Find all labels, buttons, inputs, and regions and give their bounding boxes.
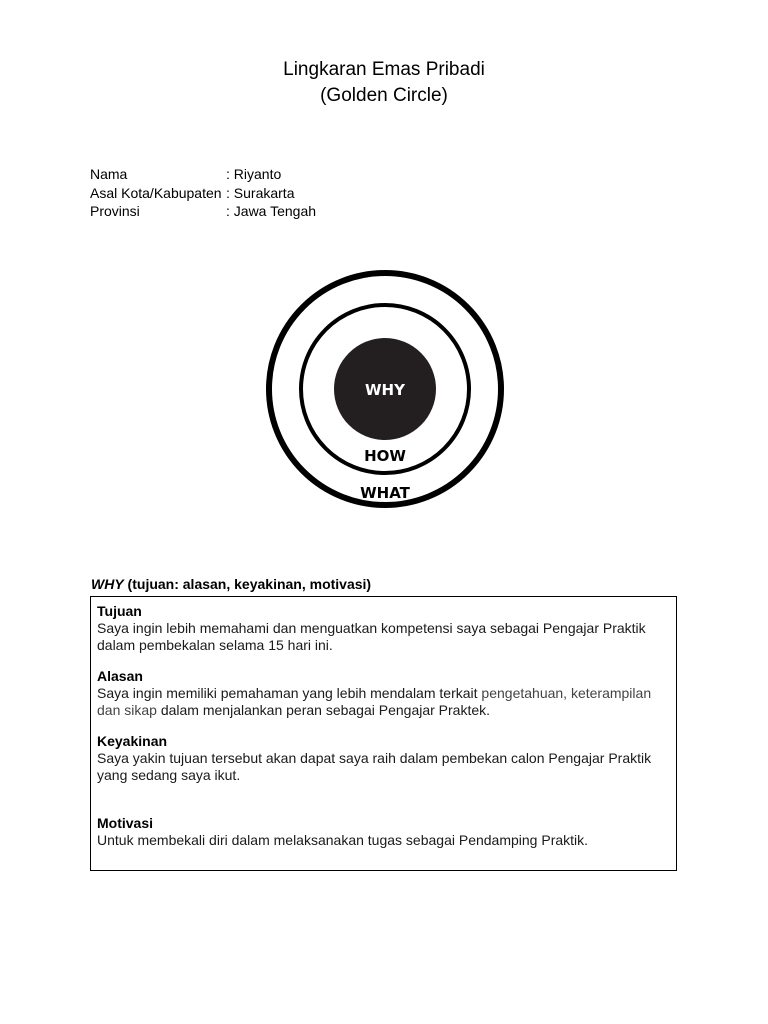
why-heading-description: (tujuan: alasan, keyakinan, motivasi) <box>123 576 372 592</box>
identity-value: : Jawa Tengah <box>226 203 317 219</box>
section-title: Tujuan <box>97 603 142 619</box>
why-section-heading <box>91 575 371 593</box>
body-text: dalam menjalankan peran sebagai Pengajar Praktek. <box>156 702 491 718</box>
section-body: Saya yakin tujuan tersebut akan dapat saya raih dalam pembekan calon Pengajar Praktik yang sedang saya ikut. <box>97 750 652 783</box>
golden-circle-svg <box>263 263 507 515</box>
identity-label: Asal Kota/Kabupaten <box>90 184 222 201</box>
document-title <box>0 57 768 109</box>
section-keyakinan <box>97 733 670 784</box>
section-body: Saya ingin lebih memahami dan menguatkan kompetensi saya sebagai Pengajar Praktik dalam pembekalan selama 15 hari ini. <box>97 620 646 653</box>
why-label: WHY <box>365 381 405 399</box>
how-label: HOW <box>364 447 406 465</box>
section-alasan <box>97 668 670 719</box>
identity-value: : Surakarta <box>226 184 295 201</box>
body-highlight: pengetahuan, keterampilan dan sikap <box>97 685 652 718</box>
title-line-2: (Golden Circle) <box>320 85 448 106</box>
section-motivasi <box>97 815 670 849</box>
section-title: Motivasi <box>97 815 154 831</box>
identity-label: Nama <box>90 166 128 182</box>
identity-label: Provinsi <box>90 203 140 219</box>
section-title: Keyakinan <box>97 733 168 749</box>
identity-row-provinsi <box>90 202 316 221</box>
why-heading-keyword: WHY <box>91 576 124 592</box>
identity-row-nama <box>90 165 316 184</box>
title-line-1: Lingkaran Emas Pribadi <box>283 59 485 80</box>
section-body <box>97 685 670 719</box>
identity-row-kota <box>90 184 316 203</box>
section-tujuan <box>97 603 670 654</box>
identity-value: : Riyanto <box>226 166 282 182</box>
section-body: Untuk membekali diri dalam melaksanakan tugas sebagai Pendamping Praktik. <box>97 832 589 848</box>
why-section-box <box>90 596 677 871</box>
identity-block <box>90 165 316 221</box>
golden-circle-diagram <box>263 263 507 515</box>
section-title: Alasan <box>97 668 143 684</box>
body-text: Saya ingin memiliki pemahaman yang lebih mendalam terkait <box>97 685 482 701</box>
what-label: WHAT <box>360 484 410 502</box>
